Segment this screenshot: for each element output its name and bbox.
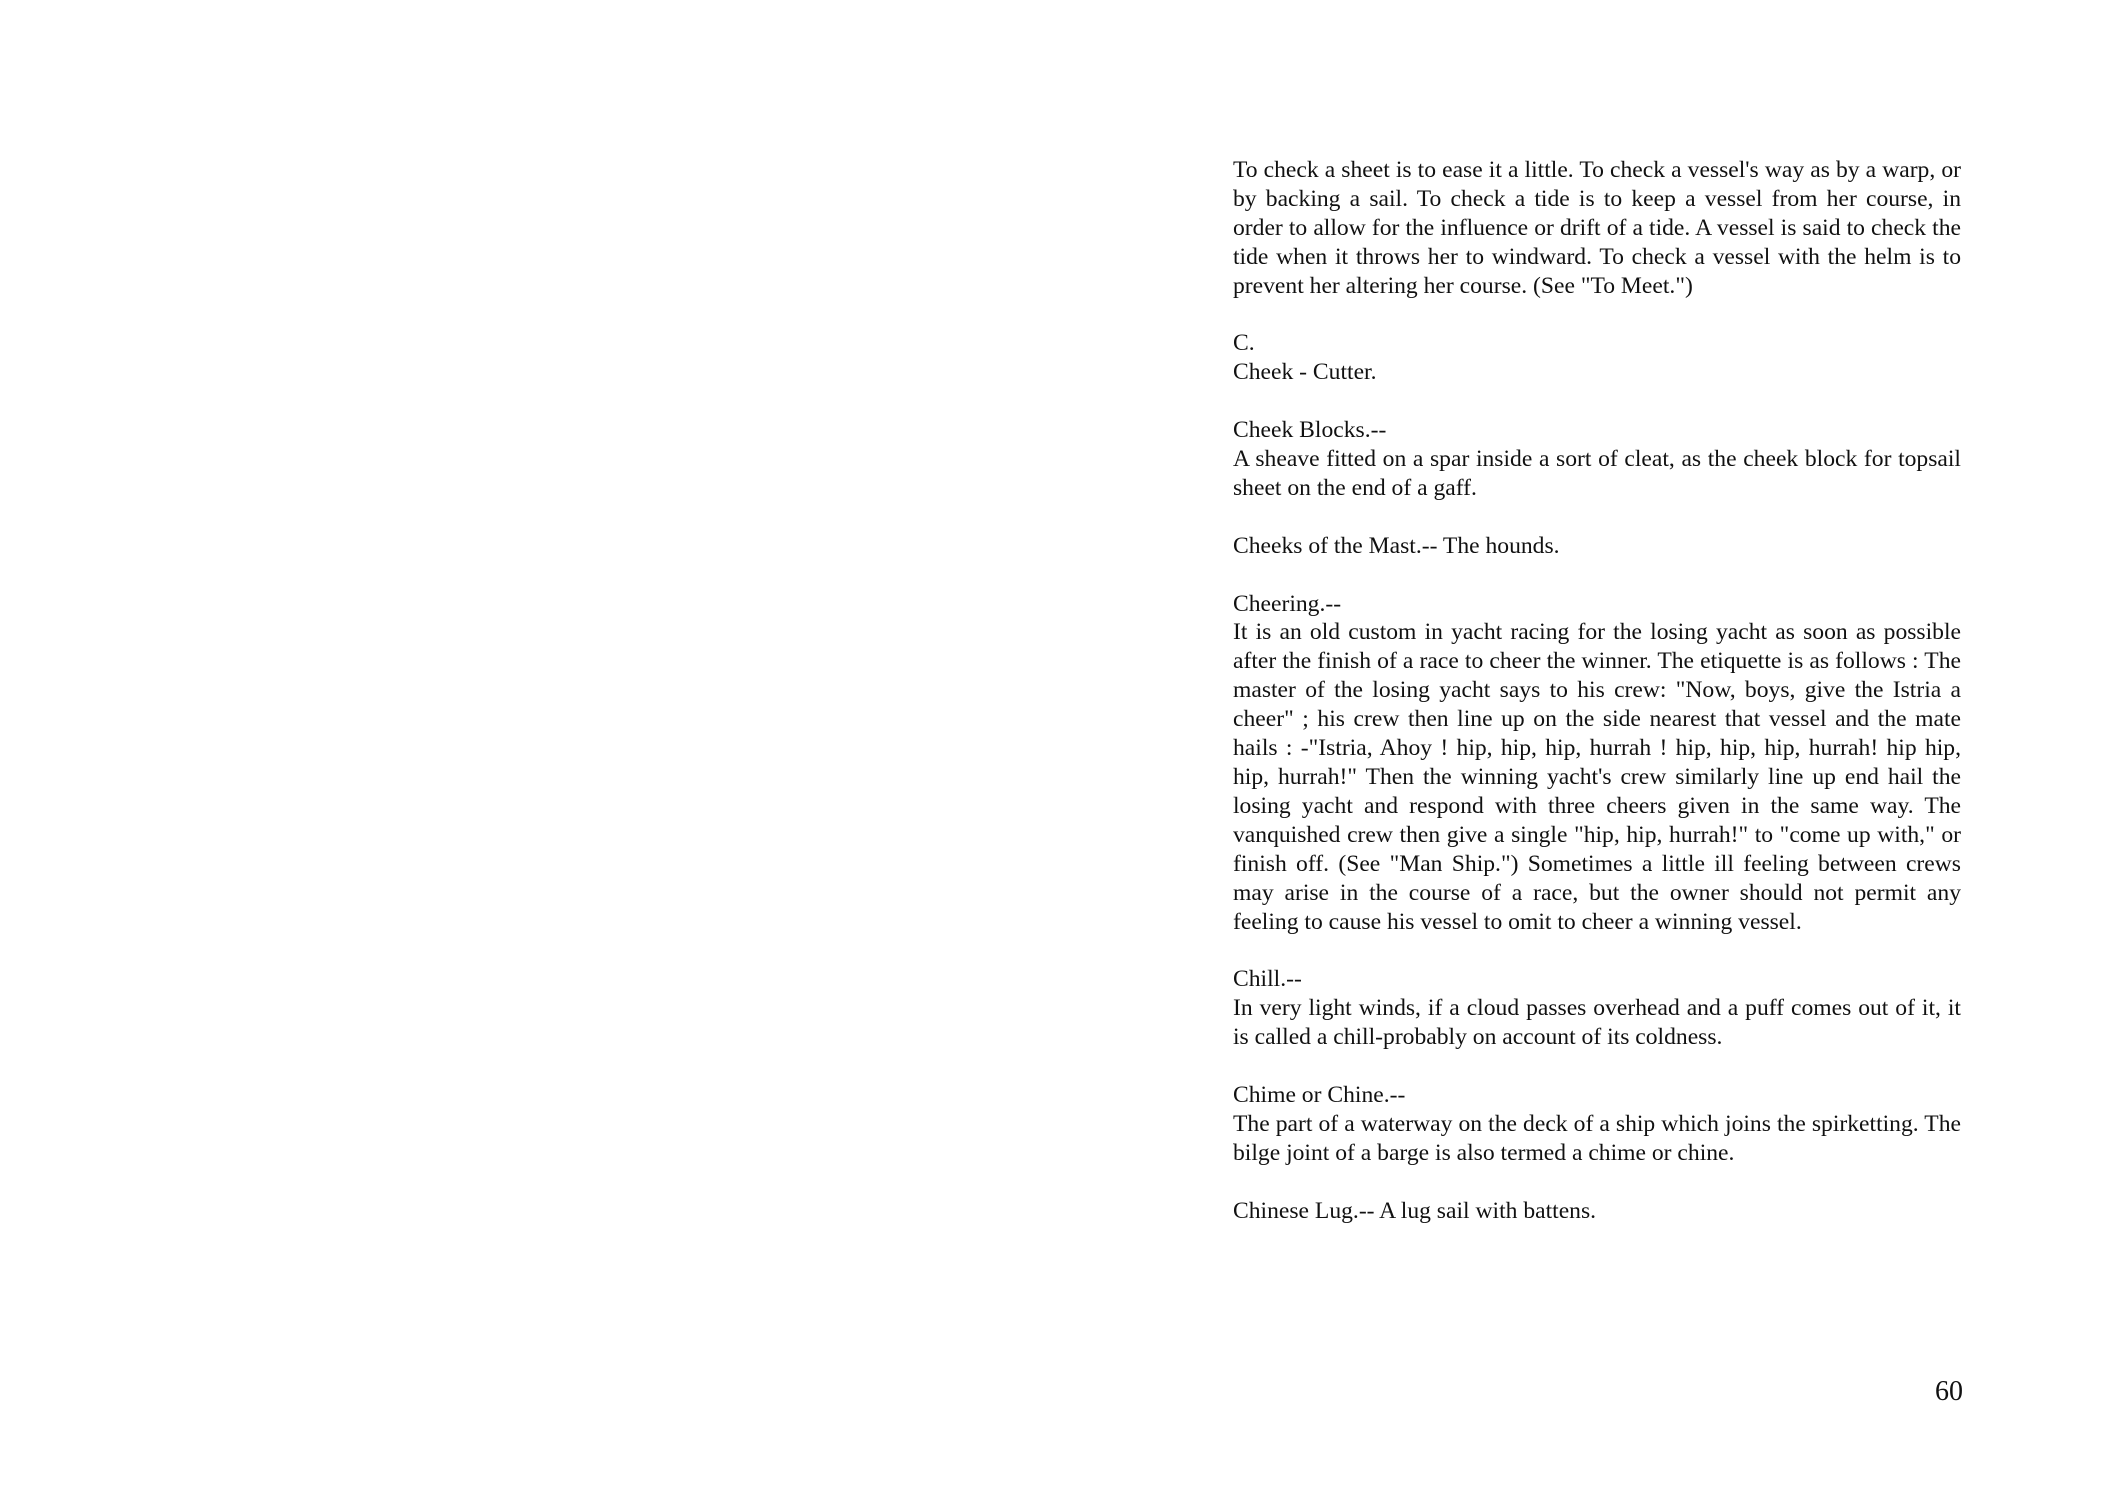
entry-chinese-lug: Chinese Lug.-- A lug sail with battens. (1233, 1197, 1597, 1224)
spacer (1233, 936, 1961, 965)
text-column (1233, 156, 1961, 1225)
spacer (1233, 387, 1961, 416)
entry-cheeks-of-mast: Cheeks of the Mast.-- The hounds. (1233, 532, 1560, 559)
spacer (1233, 503, 1961, 532)
entry-cheering-term: Cheering.-- (1233, 590, 1342, 617)
entry-cheering-definition: It is an old custom in yacht racing for the losing yacht as soon as possible after the finish of a race to cheer the winner. The etiquette is as follows : The master of the losing yacht says to his crew: "Now, boys, give the Istria a cheer" ; his crew then line up on the side nearest that vessel and the mate hails : -"Istria, Ahoy ! hip, hip, hip, hurrah ! hip, hip, hip, hurrah! hip hip, hip, hurrah!" Then the winning yacht's crew similarly line up end hail the losing yacht and respond with three cheers given in the same way. The vanquished crew then give a single "hip, hip, hurrah!" to "come up with," or finish off. (See "Man Ship.") Sometimes a little ill feeling between crews may arise in the course of a race, but the owner should not permit any feeling to cause his vessel to omit to cheer a winning vessel. (1233, 619, 1961, 935)
spacer (1233, 1168, 1961, 1197)
entry-chime-term: Chime or Chine.-- (1233, 1081, 1406, 1108)
entry-cheek-blocks-definition: A sheave fitted on a spar inside a sort of cleat, as the cheek block for topsail sheet on the end of a gaff. (1233, 446, 1961, 501)
page-number: 60 (1935, 1376, 1963, 1407)
entry-cheek: Cheek - Cutter. (1233, 359, 1377, 386)
left-page-blank (0, 0, 1052, 1489)
spacer (1233, 561, 1961, 590)
entry-chill-term: Chill.-- (1233, 966, 1302, 993)
spacer (1233, 1052, 1961, 1081)
entry-chime-definition: The part of a waterway on the deck of a ship which joins the spirketting. The bilge joint of a barge is also termed a chime or chine. (1233, 1110, 1961, 1166)
entry-chill-definition: In very light winds, if a cloud passes overhead and a puff comes out of it, it is called a chill-probably on account of its coldness. (1233, 995, 1961, 1051)
intro-paragraph: To check a sheet is to ease it a little. To check a vessel's way as by a warp, or by backing a sail. To check a tide is to keep a vessel from her course, in order to allow for the influence or drift of a tide. A vessel is said to check the tide when it throws her to windward. To check a vessel with the helm is to prevent her altering her course. (See "To Meet.") (1233, 157, 1961, 299)
entry-cheek-blocks-term: Cheek Blocks.-- (1233, 417, 1387, 444)
right-page (1052, 0, 2105, 1489)
spacer (1233, 301, 1961, 330)
section-letter: C. (1233, 330, 1255, 357)
